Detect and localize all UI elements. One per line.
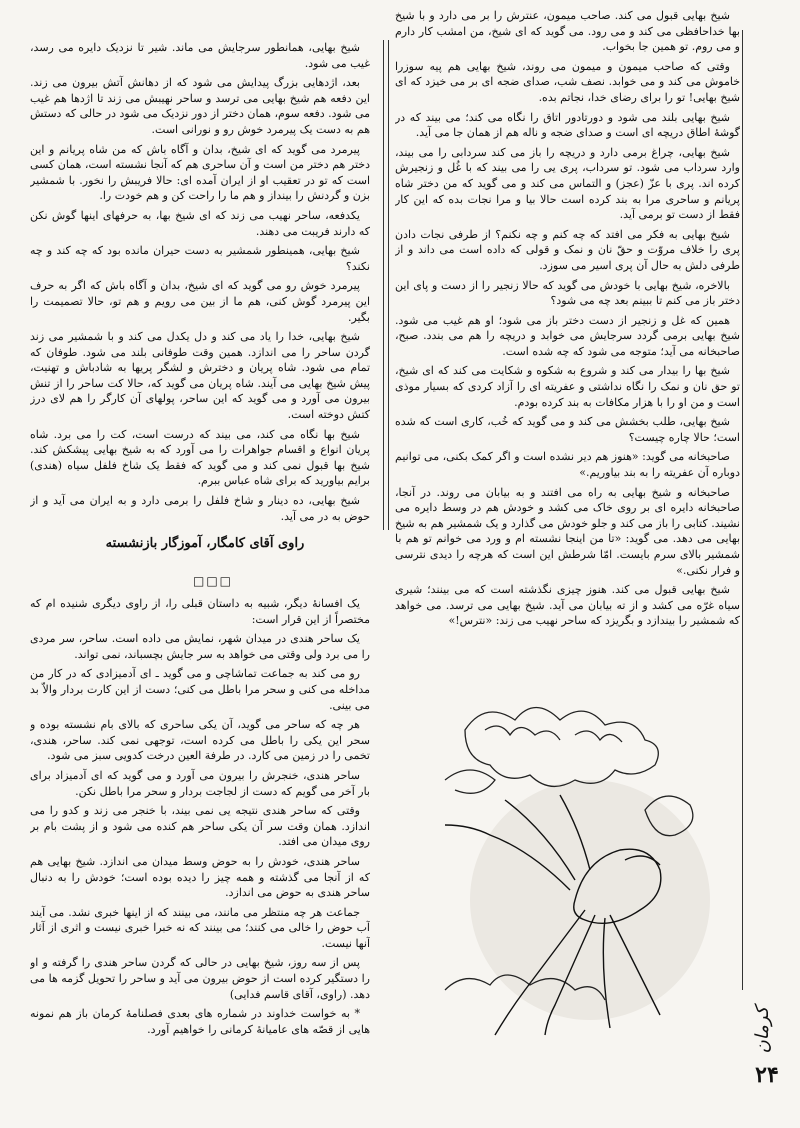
column-divider [383,40,384,530]
paragraph: شیخ بهایی، چراغ برمی دارد و دریچه را باز می کند سردابی را می بیند، وارد سرداب می شود. تو سرداب، پری یی را می بیند که با غُل و زنجیرش کرده اند. پری با عزّ (عجز) و التماس می کند و می گوید که من دختر شاه پریانم و ساحری مرا به بند کرده است حالا بیا و مرا نجات بده که این کار فقط از دست تو برمی آید. [395,145,740,222]
paragraph: رو می کند به جماعت تماشاچی و می گوید ـ ای آدمیزادی که در کار من مداخله می کنی و سحر مرا باطل می کنی؛ دست از این کارت بردار والاّ بد می بینی. [30,667,370,712]
paragraph: صاحبخانه و شیخ بهایی به راه می افتند و به بیابان می روند. در آنجا، صاحبخانه دایره ای بر روی خاک می کشد و خودش هم در وسط دایره می نشیند. کتابی را باز می کند و جلو خودش می گذارد و یک شمشیر هم به شیخ بهایی می دهد. می گوید: «تا من اینجا نشسته ام و ورد می خوانم تو هم با شمشیر بالای سرم بایست. امّا شرطش این است که هرچه را دیدی نترسی و فرار نکنی.» [395,485,740,577]
kerman-logo [746,990,790,1066]
paragraph: یک افسانهٔ دیگر، شبیه به داستان قبلی را، از راوی دیگری شنیده ام که مختصراً از این قرار است: [30,597,370,626]
background-disc [470,780,710,1020]
paragraph: شیخ بهایی، طلب بخشش می کند و می گوید که خُب، کاری است که شده است؛ حالا چاره چیست؟ [395,415,740,444]
section-ornament: □□□ [193,574,234,588]
paragraph: شیخ بهایی، همینطور شمشیر به دست حیران مانده بود که چه کند و چه نکند؟ [30,244,370,273]
left-top-text-column [30,40,370,528]
phoenix-illustration [425,690,725,1050]
paragraph: شیخ بهایی، همانطور سرجایش می ماند. شیر تا نزدیک دایره می رسد، غیب می شود. [30,41,370,70]
paragraph: جماعت هر چه منتظر می مانند، می بینند که از اینها خبری نشد. می آیند آب حوض را خالی می کنند؛ می بینند که نه خبرا خبری نیست و اثری از آثار آنها نیست. [30,905,370,950]
paragraph: * به خواست خداوند در شماره های بعدی فصلنامهٔ کرمان باز هم نمونه هایی از قصّه های عامیانهٔ کرمانی را خواهیم آورد. [30,1007,370,1036]
paragraph: شیخ بهایی قبول می کند. هنوز چیزی نگذشته است که می بینند؛ شیری سیاه غرّه می کشد و از ته بیابان می آید. شیخ بهایی می ترسد. می خواهد که شمشیر را بیندازد و بگریزد که ساحر نهیب می زند: «نترس!» [395,583,740,628]
paragraph: یکدفعه، ساحر نهیب می زند که ای شیخ بها، به حرفهای اینها گوش نکن که دارند فریبت می دهند. [30,208,370,238]
paragraph: پیرمرد خوش رو می گوید که ای شیخ، بدان و آگاه باش که اگر به حرف این پیرمرد گوش کنی، هم ما از بین می رویم و هم تو، حالا تصمیمت را بگیر. [30,279,370,324]
paragraph: وقتی که ساحر هندی نتیجه یی نمی بیند، با خنجر می زند و کدو را می اندازد. همان وقت سر آن یکی ساحر هم کنده می شود و از پشت بام بر روی میدان می افتد. [30,804,370,849]
paragraph: شیخ بها را بیدار می کند و شروع به شکوه و شکایت می کند که ای شیخ، تو حق نان و نمک را نگاه نداشتی و عفریته ای را آزاد کردی که بسیار موذی است و من او را با هزار مکافات به بند کرده بودم. [395,364,740,409]
paragraph: شیخ بهایی، خدا را یاد می کند و دل یکدل می کند و با شمشیر می زند گردن ساحر را می اندازد. همین وقت طوفانی بلند می شود. طوفان که تمام می شود. شاه پریان و دخترش و لشگر پریها به شادباش و تهنیت، پیش شیخ بهایی می آیند. شاه پریان می گوید که، حالا کت ساحر را از تنش بیرون می آورد و می گوید که این ساحر، پولهای آن کارگر را هم لای درز کتش دوخته است. [30,330,370,422]
paragraph: یک ساحر هندی در میدان شهر، نمایش می داده است. ساحر، سر مردی را می برد ولی وقتی می خواهد به سر جایش بچسباند، نمی تواند. [30,632,370,661]
paragraph: ساحر هندی، خنجرش را بیرون می آورد و می گوید که ای آدمیزاد برای بار آخر می گویم که دست از لجاجت بردار و سحر مرا باطل نکن. [30,768,370,798]
paragraph: پیرمرد می گوید که ای شیخ، بدان و آگاه باش که من شاه پریانم و این دختر هم دختر من است و آن ساحری هم که آنجا نشسته است، همان کسی است که تو در تعقیب او از ایران آمده ای: حالا فریبش را نخور. با شمشیر بزن و گردنش را بینداز و هم ما را راحت کن و هم خودت را. [30,142,370,203]
page-number: ۲۴ [755,1062,779,1088]
left-bottom-text-column [30,596,370,1096]
paragraph: پس از سه روز، شیخ بهایی در حالی که گردن ساحر هندی را گرفته و او را دستگیر کرده است از حوض بیرون می آید و ساحر را تحویل گزمه ها می دهد. (راوی، آقای قاسم فدایی) [30,956,370,1001]
paragraph: بعد، اژدهایی بزرگ پیدایش می شود که از دهانش آتش بیرون می زند. این دفعه هم شیخ بهایی می ترسد و ساحر نهیبش می زند تا اژدها هم غیب می شود. دفعه سوم، همان دختر از دور نزدیک می شود در حالی که دستش هم به دست یک پیرمرد خوش رو و نورانی است. [30,76,370,136]
svg-text:کرمان: کرمان [752,1006,773,1054]
paragraph: شیخ بهایی قبول می کند. صاحب میمون، عنترش را بر می دارد و با شیخ بها خداحافظی می کند و می رود. می گوید که ای شیخ، من امشب کار دارم و می روم. تو همین جا بخواب. [395,9,740,54]
right-text-column [395,8,740,688]
paragraph: هر چه که ساحر می گوید، آن یکی ساحری که بالای بام نشسته بوده و سحر این یکی را باطل می کرده است، توجهی نمی کند. ساحر، هندی، تخمی را در زمین می کارد. در طرفة العین درخت کدویی سبز می شود. [30,718,370,763]
paragraph: صاحبخانه می گوید: «هنوز هم دیر نشده است و اگر کمک بکنی، می توانیم دوباره آن عفریته را به بند بیاوریم.» [395,450,740,480]
paragraph: بالاخره، شیخ بهایی با خودش می گوید که حالا زنجیر را از دست و پای این دختر باز می کنم تا ببینم بعد چه می شود؟ [395,278,740,308]
paragraph: شیخ بهایی بلند می شود و دورتادور اتاق را نگاه می کند؛ می بیند که در گوشهٔ اطاق دریچه ای است و صدای ضجه و ناله هم از همان جا می آید. [395,110,740,140]
paragraph: شیخ بهایی، ده دینار و شاخ فلفل را برمی دارد و به ایران می آید و از حوض به در می آید. [30,494,370,523]
paragraph: شیخ بهایی به فکر می افتد که چه کنم و چه نکنم؟ از طرفی نجات دادن پری را خلاف مروّت و حقّ نان و نمک و قولی که داده است می داند و از طرفی دلش به حال آن پری اسیر می سوزد. [395,227,740,272]
story-title: راوی آقای کامگار، آموزگار بازنشسته [105,536,305,551]
right-margin-rule [742,30,743,990]
paragraph: همین که غل و زنجیر از دست دختر باز می شود؛ او هم غیب می شود. شیخ بهایی برمی گردد سرجایش می خوابد و دریچه را هم می بندد. صبح، صاحبخانه می آید؛ متوجه می شود که چه شده است. [395,313,740,358]
paragraph: شیخ بها نگاه می کند، می بیند که درست است، کت را می برد. شاه پریان انواع و اقسام جواهرات را می آورد که به شیخ بهایی پیشکش کند. شیخ بها قبول نمی کند و می گوید که فقط یک شاخ فلفل سیاه (هندی) برایم بیاورید که برای شاه عباس ببرم. [30,427,370,488]
paragraph: ساحر هندی، خودش را به حوض وسط میدان می اندازد. شیخ بهایی هم که از آنجا می گذشته و همه چیز را دیده بوده است؛ خودش را به دنبال ساحر هندی به حوض می اندازد. [30,854,370,900]
column-divider [388,40,389,530]
paragraph: وقتی که صاحب میمون و میمون می روند، شیخ بهایی هم پیه سوزرا خاموش می کند و می خوابد. نصف شب، صدای ضجه ای بر می خیزد که ای شیخ بهایی! تو را برای رضای خدا، نجاتم بده. [395,59,740,104]
